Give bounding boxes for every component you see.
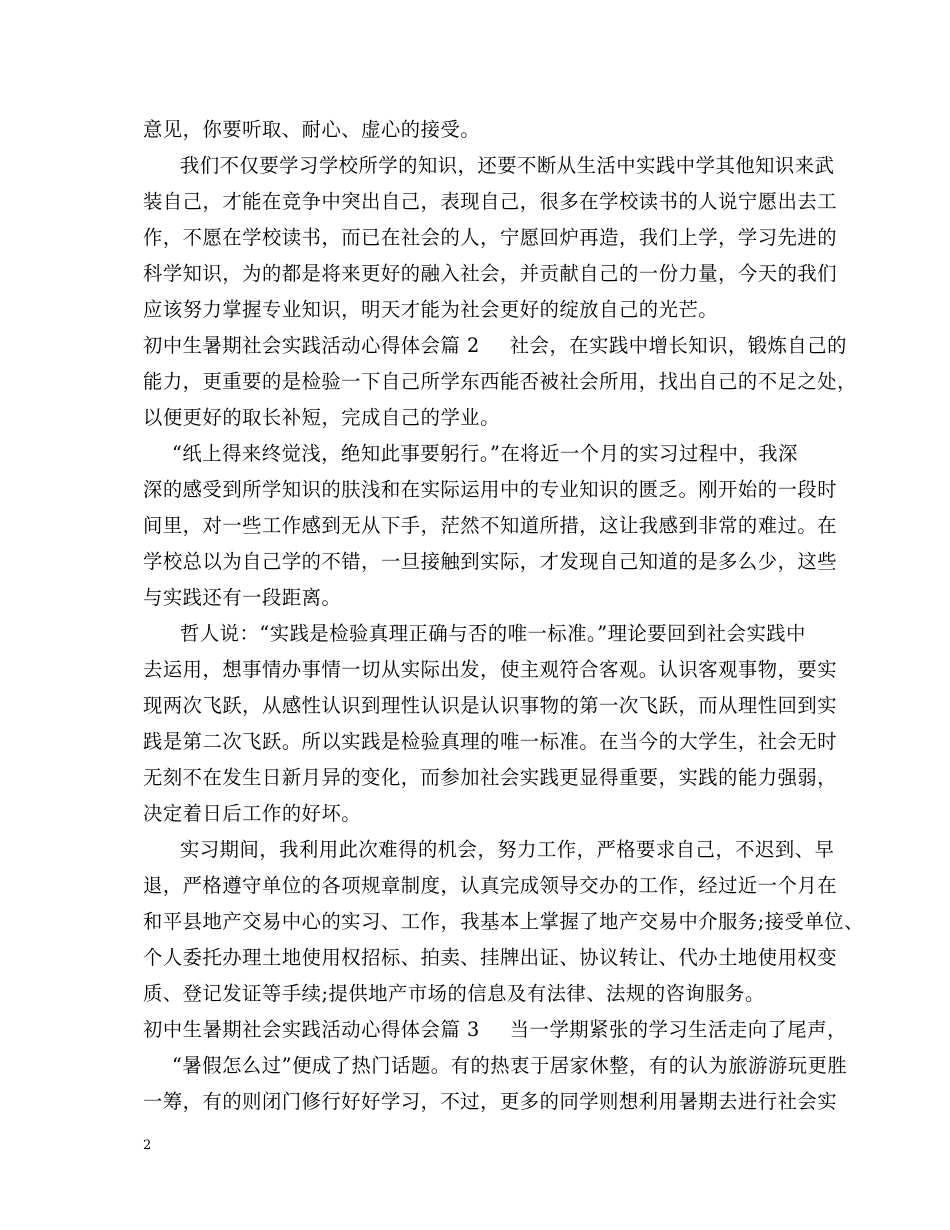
- text-line: 决定着日后工作的好坏。: [143, 802, 362, 825]
- text-line: 践是第二次飞跃。所以实践是检验真理的唯一标准。在当今的大学生，社会无时: [143, 730, 838, 753]
- section-intro-text: 社会，在实践中增长知识，锻炼自己的: [509, 334, 847, 357]
- paragraph-start-line: 哲人说：“实践是检验真理正确与否的唯一标准。”理论要回到社会实践中: [180, 622, 806, 645]
- text-line: 科学知识，为的都是将来更好的融入社会，并贡献自己的一份力量，今天的我们: [143, 262, 838, 285]
- section-heading-line: [143, 1018, 847, 1042]
- section-heading: 初中生暑期社会实践活动心得体会篇 2: [143, 334, 480, 357]
- text-line: 作，不愿在学校读书，而已在社会的人，宁愿回炉再造，我们上学，学习先进的: [143, 226, 838, 249]
- paragraph-start-line: “纸上得来终觉浅，绝知此事要躬行。”在将近一个月的实习过程中，我深: [172, 442, 798, 465]
- text-line: 间里，对一些工作感到无从下手，茫然不知道所措，这让我感到非常的难过。在: [143, 514, 838, 537]
- text-line: 去运用，想事情办事情一切从实际出发，使主观符合客观。认识客观事物，要实: [143, 658, 838, 681]
- text-line: 应该努力掌握专业知识，明天才能为社会更好的绽放自己的光芒。: [143, 298, 719, 321]
- text-line: 现两次飞跃，从感性认识到理性认识是认识事物的第一次飞跃，而从理性回到实: [143, 694, 838, 717]
- text-line: 能力，更重要的是检验一下自己所学东西能否被社会所用，找出自己的不足之处，: [143, 370, 857, 393]
- text-line: 一筹，有的则闭门修行好好学习，不过，更多的同学则想利用暑期去进行社会实: [143, 1090, 838, 1113]
- section-heading: 初中生暑期社会实践活动心得体会篇 3: [143, 1018, 480, 1041]
- text-line: 退，严格遵守单位的各项规章制度，认真完成领导交办的工作，经过近一个月在: [143, 874, 838, 897]
- text-line: 装自己，才能在竞争中突出自己，表现自己，很多在学校读书的人说宁愿出去工: [143, 190, 838, 213]
- section-intro-text: 当一学期紧张的学习生活走向了尾声，: [509, 1018, 847, 1041]
- text-line: 深的感受到所学知识的肤浅和在实际运用中的专业知识的匮乏。刚开始的一段时: [143, 478, 838, 501]
- paragraph-start-line: 实习期间，我利用此次难得的机会，努力工作，严格要求自己，不迟到、早: [180, 838, 835, 861]
- text-line: 和平县地产交易中心的实习、工作，我基本上掌握了地产交易中介服务;接受单位、: [143, 910, 864, 933]
- text-line: 个人委托办理土地使用权招标、拍卖、挂牌出证、协议转让、代办土地使用权变: [143, 946, 838, 969]
- section-heading-line: [143, 334, 847, 358]
- text-line: 质、登记发证等手续;提供地产市场的信息及有法律、法规的咨询服务。: [143, 982, 765, 1005]
- text-line: 学校总以为自己学的不错，一旦接触到实际，才发现自己知道的是多么少，这些: [143, 550, 838, 573]
- paragraph-start-line: “暑假怎么过”便成了热门话题。有的热衷于居家休整，有的认为旅游游玩更胜: [172, 1054, 848, 1077]
- page-number: 2: [143, 1138, 152, 1153]
- text-line: 与实践还有一段距离。: [143, 586, 342, 609]
- text-line: 无刻不在发生日新月异的变化，而参加社会实践更显得重要，实践的能力强弱，: [143, 766, 838, 789]
- text-line: 意见，你要听取、耐心、虚心的接受。: [143, 118, 481, 141]
- paragraph-start-line: 我们不仅要学习学校所学的知识，还要不断从生活中实践中学其他知识来武: [180, 154, 835, 177]
- text-line: 以便更好的取长补短，完成自己的学业。: [143, 406, 500, 429]
